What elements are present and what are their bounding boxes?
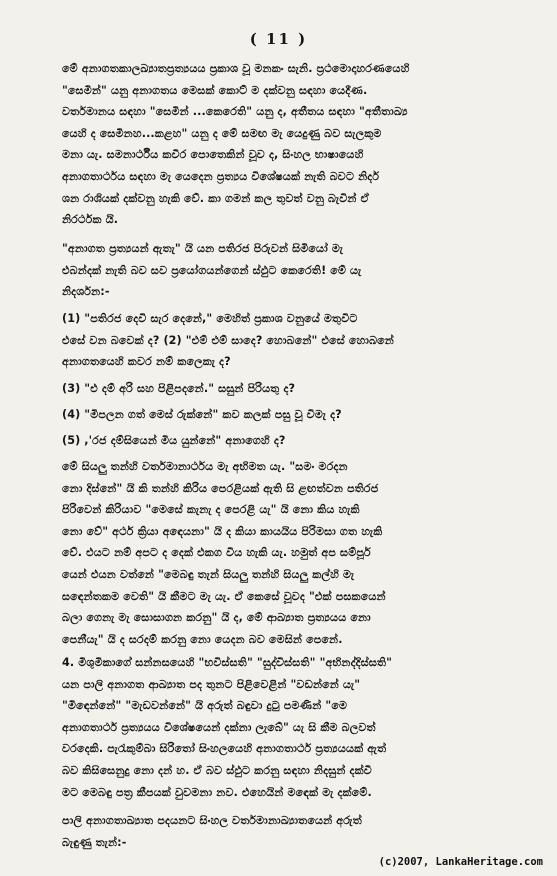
paragraph-line: මනා යැ. සමනාර්ථීය කවීර පොතෙකින් වූව ද, සිංහල භාෂායෙහි [62, 148, 364, 162]
example-3 [62, 378, 537, 400]
paragraph-line: "සෙමින්" යනු අනාගතය මෙසක් කොට් ම දක්වනු සඳහා යෙදීණ. [62, 83, 368, 97]
example-1 [62, 308, 537, 373]
paragraph-line: වර්තමානය සඳහා "සෙමින් ...කෙරෙති" යනු ද, අතීතය සඳහා "අතීතාඛ්‍ය [62, 105, 408, 119]
example-4 [62, 404, 537, 426]
paragraph-line: නිරර්ථක යි. [62, 213, 119, 227]
paragraph-4 [62, 652, 537, 803]
example-line: (3) "එ දම් අරි සහ පිළිපදනේ." සසුන් පිරියතු ද? [62, 382, 296, 395]
closing-line: පාලි අනාගතාඛ්‍යාත පදයනට සිංහල වර්තමානාඛ්‍යාතයෙන් අරුත් [62, 814, 362, 827]
paragraph-3 [62, 456, 537, 650]
example-5 [62, 430, 537, 452]
paragraph-line: නො වේ" අර්ථ ක්‍රියා අඳෙයනා" යි ද කියා කායයිය පිරිමසා ගත හැකි [62, 524, 383, 538]
paragraph-line: "මිඳෙන්නේ" "මැඩවන්නේ" යි අරුත් බඳුවා දුටු පමණින් "මෙ [62, 699, 348, 713]
closing-lines [62, 810, 537, 853]
paragraph-line: යෙහි ද සෙමිනහ...කළහ" යනු ද මේ සමඟ මැ යෙදුණු බව සැලකුම [62, 126, 382, 140]
paragraph-line: "අනාගත ප්‍රත්‍යයන් ඇතැ" යි යන පතිරජ පිරුවන් සිමියෝ මැ [62, 242, 344, 255]
paragraph-line: අනාගතාර්ථ ප්‍රත්‍යයය විශේෂයෙන් දක්නා ලැබේ" යැ සි කීම බලවත් [62, 720, 376, 734]
copyright-credit: (c)2007, LankaHeritage.com [378, 856, 543, 868]
paragraph-line: මේ සියලු තන්හි වර්තමානාර්ථය මැ අභිමත යැ. "සමං මරදන [62, 460, 348, 473]
paragraph-line: මේ අනාගතකාලඛ්‍යාතප්‍රත්‍යයය ප්‍රකාශ වූ මනකං සැනි. ප්‍රථමොදාහරණයෙහි [62, 62, 410, 75]
example-line: අනාගතයෙහි කවර නම් කලෙකැ ද? [62, 355, 231, 369]
paragraph-line: නිදර්ශන:- [62, 285, 110, 299]
paragraph-line: යෙන් එයන වත්නේ "මෙබඳු තැන් සියලු තන්හි සියලු කල්හි මැ [62, 567, 355, 581]
paragraph-line: පෙනීයැ" යි ද සරදම් කරනු නො යෙදන බව මෙසින් පෙනේ. [62, 632, 343, 646]
paragraph-line: මට මෙබඳු පත්‍ර කීපයක් වුවමනා නව. එහෙයින් මඳෙක් මැ දක්මේ. [62, 785, 372, 799]
paragraph-line: ශන රාශියක් දක්වනු හැකි වේ. කා ගමන් කල තුවත් වනු බැවින් ඒ [62, 191, 370, 205]
paragraph-line: වේ. එයට නම් අපට ද දෙක් එකග විය හැකි යැ. හමුත් අප සම්පූර් [62, 546, 371, 560]
example-line: (4) "මිපලන ගත් මෙස් රුක්නේ" කව කලක් පසු වූ විමැ ද? [62, 408, 342, 421]
paragraph-line: එබන්දක් නැති බව සව ප්‍රයෝගයන්ගෙන් ස්ඵුට කෙරෙති! මේ යැ [62, 263, 362, 277]
paragraph-1 [62, 58, 537, 231]
paragraph-line: පිරිවෙන් කිරියාව "මෙසේ කැනැ ද පෙරළි යැ" යි නො කිය හැකි [62, 503, 360, 517]
paragraph-line: බලා ගෙනැ මැ සොසාගන කරනු" යි ද, මේ ආඛ්‍යාත ප්‍රත්‍යයය නො [62, 611, 371, 625]
paragraph-line: වරදෙකි. පැරැකුම්බා සිරිතෝ සිංහලයෙහි අනාගතාර්ථ ප්‍රත්‍යයයක් ඇත් [62, 742, 387, 756]
paragraph-line: සඳෙන්තකම වෙති" යි කීමට මැ යැ. ඒ කෙසේ වූවද "එක් පසකයෙන් [62, 589, 386, 603]
paragraph-line: යන පාලි අනාගත ආඛ්‍යාත පද තුනට පිළිවෙළින් "වඩන්නේ යැ" [62, 677, 361, 691]
paragraph-line: 4. මිශුමිකාගේ සන්නසයෙහි "භවිස්සති" "සුද්විස්සති" "අභිනද්දිස්සති" [62, 656, 393, 669]
example-line: එසේ වන බවෙක් ද? (2) "එම් එම් සාදෙ? හොබනේ" එසේ හොබනේ [62, 333, 394, 347]
closing-line: බැඳුණු තැන්:- [62, 835, 127, 849]
example-line: (5) ,'රජ දම්සියෙන් මිය යුන්නේ" අනාගෙහි ද? [62, 434, 286, 447]
paragraph-line: බව කිසිසෙනුදු නො දන් හ. ඒ බව ස්ඵුට කරනු සඳහා නිදසුන් දක්වී [62, 763, 372, 777]
example-line: (1) "පතිරජ දෙවි සැර දෙනේ," මෙහිත් ප්‍රකාශ වනුයේ මතුවිට [62, 312, 358, 325]
paragraph-line: අනාගතාර්ථය සඳහා මැ යෙදෙන ප්‍රත්‍යය විශේෂයක් නැති බවට නිදර් [62, 169, 380, 183]
page-number: ( 11 ) [249, 30, 308, 48]
paragraph-2 [62, 238, 537, 303]
paragraph-line: නො දිස්නේ" යි කි තන්හි කිරිය පෙරළියක් ඇති සි ළඟත්වන පතිරජ [62, 481, 379, 495]
